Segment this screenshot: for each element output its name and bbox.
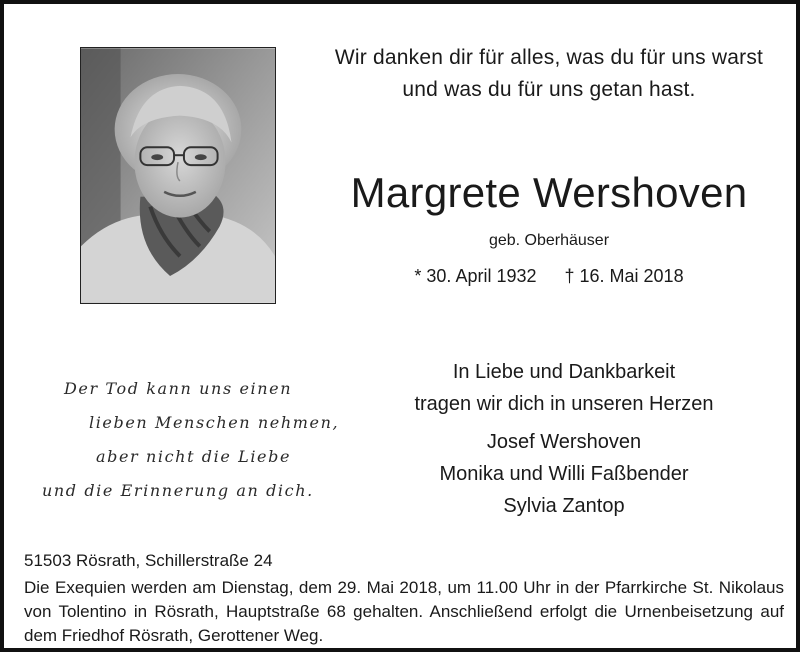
family-member: Josef Wershoven [486,431,642,453]
deceased-name: Margrete Wershoven [350,169,748,216]
quote-line-2: und was du für uns getan hast. [402,78,696,101]
mourning-address: 51503 Rösrath, Schillerstraße 24 [24,551,273,570]
family-member: Monika und Willi Faßbender [439,463,689,485]
portrait-photo [80,47,276,304]
death-date: † 16. Mai 2018 [564,266,684,286]
dedication [334,356,794,420]
maiden-name: geb. Oberhäuser [488,232,610,249]
dedication-line-2: tragen wir dich in unseren Herzen [414,393,714,415]
handwritten-verse [34,372,340,508]
opening-quote [304,42,794,106]
life-dates [304,263,794,289]
funeral-details: Die Exequien werden am Dienstag, dem 29. Mai 2018, um 11.00 Uhr in der Pfarrkirche St. Nikolaus von Tolentino in Rösrath, Hauptstraße 68 gehalten. Anschließend erfolgt die Urnenbeisetzung auf dem Friedhof Rösrath, Gerottener Weg. [24,578,784,645]
birth-date: * 30. April 1932 [414,266,537,286]
quote-line-1: Wir danken dir für alles, was du für uns warst [334,46,764,69]
dedication-line-1: In Liebe und Dankbarkeit [452,361,676,383]
verse-line-1: Der Tod kann uns einen [64,379,293,398]
verse-line-3: aber nicht die Liebe [96,447,292,466]
verse-line-2: lieben Menschen nehmen, [89,413,340,432]
family-list [334,426,794,522]
verse-line-4: und die Erinnerung an dich. [42,481,314,500]
family-member: Sylvia Zantop [503,495,625,517]
